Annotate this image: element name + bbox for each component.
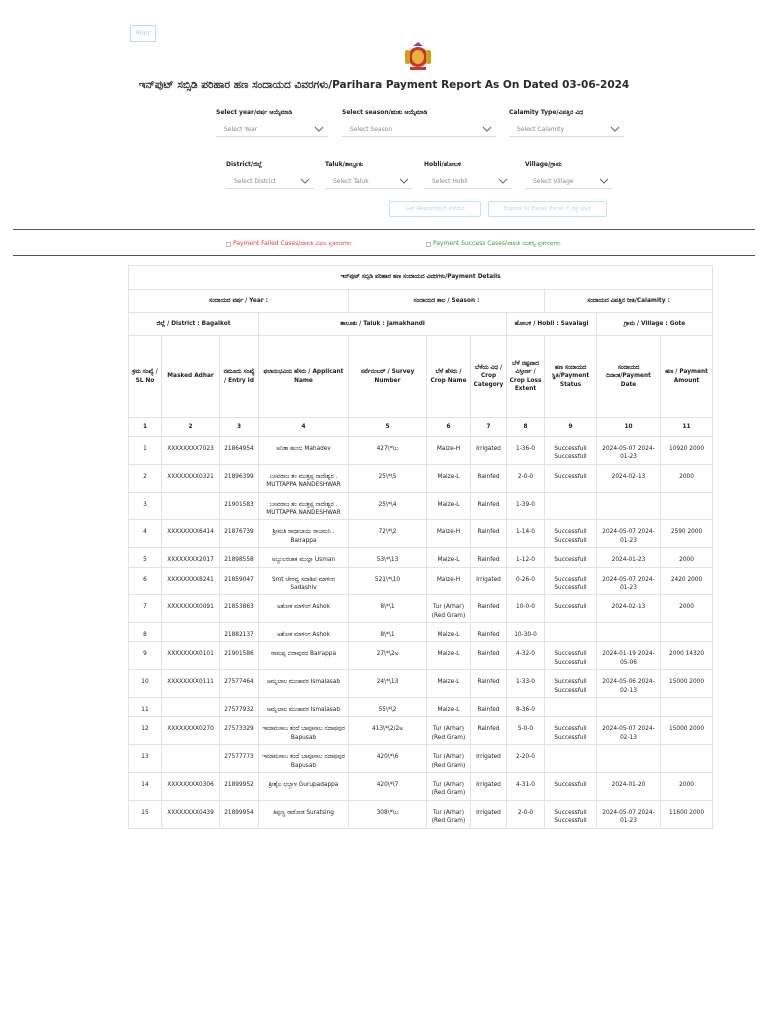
cell-extent: 2-0-0 (507, 800, 545, 828)
cell-status: Successfull Successfull (545, 800, 597, 828)
meta-village: ಗ್ರಾಮ / Village : Gote (597, 313, 713, 336)
hobli-select-value: Select Hobli (432, 177, 468, 185)
cell-sl: 4 (129, 520, 162, 548)
meta-hobli: ಹೋಬಳಿ / Hobli : Savalagi (507, 313, 597, 336)
cell-extent: 4-32-0 (507, 642, 545, 670)
legend-success (426, 240, 561, 248)
cell-crop: Tur (Arhar) (Red Gram) (427, 772, 471, 800)
column-header: ಹಣ ಸಂದಾಯದ ಸ್ಥಿತಿ/Payment Status (545, 336, 597, 418)
cell-crop: Maize-H (427, 567, 471, 595)
cell-extent: 2-0-0 (507, 464, 545, 492)
cell-name: Smt ಚೇರವ್ವ ಸದಾಶಿವ ಮಾಳಿಂಗ Sadashiv (259, 567, 349, 595)
cell-status: Successfull Successfull (545, 567, 597, 595)
cell-status (545, 745, 597, 773)
village-label: Village/ಗ್ರಾಮ (525, 161, 562, 168)
cell-cat: Rainfed (471, 717, 507, 745)
cell-amount: 15000 2000 (661, 670, 713, 698)
cell-survey: 420\*\7 (349, 772, 427, 800)
cell-crop: Maize-L (427, 492, 471, 520)
column-header: Masked Adhar (162, 336, 220, 418)
cell-amount: 2000 (661, 595, 713, 623)
column-header: ಬೆಳೆಯ ವಿಧ / Crop Category (471, 336, 507, 418)
cell-name: ಇಮಾಮಸಾಬ ತಂದೆ ಬಾಪೂಸಾಬ ನದಾಫಪುರ Bapusab (259, 717, 349, 745)
cell-crop: Maize-L (427, 670, 471, 698)
cell-entry: 21901583 (220, 492, 259, 520)
cell-sl: 3 (129, 492, 162, 520)
cell-crop: Maize-H (427, 520, 471, 548)
cell-amount (661, 698, 713, 717)
column-header: ಹಣ / Payment Amount (661, 336, 713, 418)
get-report-button[interactable]: Get Report/ವರದಿ ಪಡೆಯಿರಿ (389, 201, 481, 217)
table-row (129, 437, 713, 465)
chevron-down-icon (314, 124, 324, 134)
cell-date: 2024-05-06 2024-02-13 (597, 670, 661, 698)
cell-amount: 2590 2000 (661, 520, 713, 548)
cell-name: ಅನಿತಾ ಹುಂಬಿ Mahadev (259, 437, 349, 465)
cell-status: Successfull (545, 548, 597, 567)
district-select-value: Select District (234, 177, 276, 185)
legend-failed (226, 240, 351, 248)
table-row (129, 698, 713, 717)
cell-name: ಶ್ರೀಶೈಲ ಛಬ್ಬಾಳ Gurupadappa (259, 772, 349, 800)
cell-aadhar: XXXXXXXX8241 (162, 567, 220, 595)
cell-entry: 27573329 (220, 717, 259, 745)
village-select[interactable] (525, 174, 613, 189)
cell-entry: 21901586 (220, 642, 259, 670)
table-row (129, 800, 713, 828)
chevron-down-icon (399, 176, 409, 186)
table-row (129, 520, 713, 548)
village-select-value: Select Village (533, 177, 574, 185)
cell-cat: Irrigated (471, 800, 507, 828)
legend-success-label: Payment Success Cases/ಪಾವತಿ ಯಶಸ್ವಿ ಪ್ರಕರಣಗಳು (433, 240, 561, 247)
cell-extent: 8-36-0 (507, 698, 545, 717)
cell-status: Successfull (545, 772, 597, 800)
cell-aadhar: XXXXXXXX0270 (162, 717, 220, 745)
chevron-down-icon (482, 124, 492, 134)
cell-cat: Rainfed (471, 670, 507, 698)
chevron-down-icon (610, 124, 620, 134)
cell-sl: 5 (129, 548, 162, 567)
cell-status (545, 623, 597, 642)
column-header: ಬೆಳೆ ನಷ್ಟವಾದ ವಿಸ್ತೀರ್ಣ / Crop Loss Extent (507, 336, 545, 418)
column-number: 1 (129, 418, 162, 437)
cell-cat: Irrigated (471, 437, 507, 465)
legend-failed-label: Payment Failed Cases/ಪಾವತಿ ವಿಫಲ ಪ್ರಕರಣಗಳು (233, 240, 352, 247)
cell-survey: 55\*\2 (349, 698, 427, 717)
cell-date (597, 623, 661, 642)
cell-survey: 521\*\10 (349, 567, 427, 595)
cell-amount: 2420 2000 (661, 567, 713, 595)
cell-date (597, 745, 661, 773)
cell-date: 2024-02-13 (597, 595, 661, 623)
cell-cat: Rainfed (471, 464, 507, 492)
meta-season: ಸಂದಾಯದ ಕಾಲ / Season : (349, 290, 545, 313)
cell-survey: 413\*\2/2ಅ (349, 717, 427, 745)
column-header: ಸರ್ವೆನಂಬರ್ / Survey Number (349, 336, 427, 418)
table-row (129, 642, 713, 670)
cell-date: 2024-05-07 2024-02-13 (597, 717, 661, 745)
cell-amount (661, 492, 713, 520)
cell-sl: 2 (129, 464, 162, 492)
cell-cat: Rainfed (471, 548, 507, 567)
column-number: 6 (427, 418, 471, 437)
cell-survey: 25\*\5 (349, 464, 427, 492)
cell-crop: Tur (Arhar) (Red Gram) (427, 595, 471, 623)
hobli-label: Hobli/ಹೋಬಳಿ (424, 161, 462, 168)
cell-survey: 53\*\13 (349, 548, 427, 567)
cell-date: 2024-05-07 2024-01-23 (597, 800, 661, 828)
cell-name: ರಾಮಪ್ಪ ಬಿರಾಪುರದ Bairappa (259, 642, 349, 670)
cell-aadhar: XXXXXXXX0321 (162, 464, 220, 492)
cell-crop: Maize-L (427, 698, 471, 717)
cell-crop: Tur (Arhar) (Red Gram) (427, 745, 471, 773)
cell-name: ಬಸವರಾಜ ತಂ ಮುತ್ತಪ್ಪ ನಾದೇಶ್ವರ . MUTTAPPA NANDESHWAR (259, 492, 349, 520)
cell-status: Successfull Successfull (545, 670, 597, 698)
cell-amount (661, 623, 713, 642)
cell-entry: 21898558 (220, 548, 259, 567)
cell-survey: 27\*\2ಅ (349, 642, 427, 670)
table-title: ಇನ್‌ಪುಟ್ ಸಬ್ಸಿಡಿ ಪರಿಹಾರ ಹಣ ಸಂದಾಯದ ವಿವರಗಳು/Payment Details (129, 266, 713, 290)
season-select-value: Select Season (350, 125, 393, 133)
cell-crop: Tur (Arhar) (Red Gram) (427, 717, 471, 745)
cell-crop: Maize-L (427, 464, 471, 492)
cell-status: Successfull (545, 464, 597, 492)
year-label: Select year/ವರ್ಷ ಆಯ್ಕೆಮಾಡಿ (216, 109, 293, 116)
season-select[interactable] (342, 122, 496, 137)
cell-survey: 427\*\ಬ (349, 437, 427, 465)
cell-date: 2024-05-07 2024-01-23 (597, 567, 661, 595)
table-row (129, 492, 713, 520)
page-title: ಇನ್‌ಪುಟ್ ಸಬ್ಸಿಡಿ ಪರಿಹಾರ ಹಣ ಸಂದಾಯದ ವಿವರಗಳು/Parihara Payment Report As On Dated 03-06-2024 (138, 79, 630, 91)
cell-aadhar: XXXXXXXX6414 (162, 520, 220, 548)
meta-taluk: ತಾಲೂಕು / Taluk : Jamakhandi (259, 313, 507, 336)
cell-extent: 5-0-0 (507, 717, 545, 745)
cell-status: Successfull Successfull (545, 642, 597, 670)
cell-extent: 1-33-0 (507, 670, 545, 698)
cell-status: Successfull Successfull (545, 520, 597, 548)
cell-cat: Irrigated (471, 567, 507, 595)
year-select[interactable] (216, 122, 328, 137)
cell-crop: Maize-L (427, 623, 471, 642)
cell-sl: 13 (129, 745, 162, 773)
cell-status (545, 492, 597, 520)
cell-extent: 4-31-0 (507, 772, 545, 800)
cell-cat: Irrigated (471, 745, 507, 773)
cell-amount: 11600 2000 (661, 800, 713, 828)
legend-failed-swatch (226, 242, 231, 247)
cell-cat: Rainfed (471, 642, 507, 670)
divider (13, 255, 755, 256)
cell-sl: 14 (129, 772, 162, 800)
cell-entry: 21859047 (220, 567, 259, 595)
cell-name: ಇಮಾಮಸಾಬ ತಂದೆ ಬಾಪೂಸಾಬ ನದಾಫಪುರ Bapusab (259, 745, 349, 773)
chevron-down-icon (498, 176, 508, 186)
column-header: ಸಂದಾಯದ ದಿನಾಂಕ/Payment Date (597, 336, 661, 418)
cell-aadhar (162, 492, 220, 520)
cell-sl: 7 (129, 595, 162, 623)
cell-entry: 21899954 (220, 800, 259, 828)
cell-sl: 6 (129, 567, 162, 595)
table-row (129, 670, 713, 698)
calamity-select-value: Select Calamity (517, 125, 565, 133)
season-label: Select season/ಋತು ಆಯ್ಕೆಮಾಡಿ (342, 109, 428, 116)
payment-details-table (128, 265, 713, 829)
cell-name: ಬಸವರಾಜ ತಂ ಮುತ್ತಪ್ಪ ನಾದೇಶ್ವರ . MUTTAPPA NANDESHWAR (259, 464, 349, 492)
cell-survey: 8\*\1 (349, 595, 427, 623)
cell-status (545, 698, 597, 717)
cell-name: ತಿಪ್ಪಣ್ಣ ರಾಠೋಡ Suratsing (259, 800, 349, 828)
cell-amount: 2000 (661, 548, 713, 567)
table-row (129, 772, 713, 800)
calamity-label: Calamity Type/ವಿಪತ್ತಿನ ವಿಧ (509, 109, 584, 116)
karnataka-emblem-icon (401, 41, 435, 71)
cell-amount: 2000 (661, 772, 713, 800)
cell-entry: 27577773 (220, 745, 259, 773)
cell-extent: 2-20-0 (507, 745, 545, 773)
cell-sl: 10 (129, 670, 162, 698)
cell-name: ಅಶೋಕ ಮಾಳಿಂಗ Ashok (259, 623, 349, 642)
cell-entry: 21853863 (220, 595, 259, 623)
cell-survey: 308\*\ಬ (349, 800, 427, 828)
cell-survey: 8\*\1 (349, 623, 427, 642)
cell-sl: 9 (129, 642, 162, 670)
cell-extent: 10-30-0 (507, 623, 545, 642)
print-button[interactable]: Print (130, 25, 156, 42)
cell-sl: 1 (129, 437, 162, 465)
cell-sl: 11 (129, 698, 162, 717)
cell-extent: 0-26-0 (507, 567, 545, 595)
cell-aadhar (162, 745, 220, 773)
cell-entry: 21896399 (220, 464, 259, 492)
cell-survey: 72\*\2 (349, 520, 427, 548)
cell-crop: Maize-L (427, 548, 471, 567)
cell-amount: 10920 2000 (661, 437, 713, 465)
cell-aadhar: XXXXXXXX0101 (162, 642, 220, 670)
cell-entry: 21876739 (220, 520, 259, 548)
district-label: District/ಜಿಲ್ಲೆ (226, 161, 262, 168)
cell-survey: 24\*\13 (349, 670, 427, 698)
cell-extent: 10-0-0 (507, 595, 545, 623)
column-header: ಬೆಳೆ ಹೆಸರು / Crop Name (427, 336, 471, 418)
column-number: 9 (545, 418, 597, 437)
taluk-select[interactable] (325, 174, 413, 189)
cell-name: ಶ್ರೀಮತಿ ರಾಧಾಬಾಯಿ ರಾಜಮನಿ . Bairappa (259, 520, 349, 548)
table-row (129, 745, 713, 773)
column-number: 2 (162, 418, 220, 437)
cell-aadhar (162, 698, 220, 717)
cell-entry: 27577464 (220, 670, 259, 698)
column-header: ಕ್ರಮ ಸಂಖ್ಯೆ / SL No (129, 336, 162, 418)
cell-aadhar: XXXXXXXX0111 (162, 670, 220, 698)
column-number: 8 (507, 418, 545, 437)
meta-district: ಜಿಲ್ಲೆ / District : Bagalkot (129, 313, 259, 336)
cell-cat: Rainfed (471, 623, 507, 642)
table-row (129, 717, 713, 745)
cell-aadhar: XXXXXXXX7023 (162, 437, 220, 465)
cell-extent: 1-14-0 (507, 520, 545, 548)
cell-cat: Rainfed (471, 492, 507, 520)
cell-extent: 1-12-0 (507, 548, 545, 567)
cell-status: Successfull Successfull (545, 717, 597, 745)
cell-crop: Maize-H (427, 437, 471, 465)
column-number: 11 (661, 418, 713, 437)
cell-name: ಅಶೋಕ ಮಾಳಿಂಗ Ashok (259, 595, 349, 623)
column-number: 4 (259, 418, 349, 437)
cell-date: 2024-01-19 2024-05-06 (597, 642, 661, 670)
calamity-select[interactable] (509, 122, 624, 137)
cell-date: 2024-02-13 (597, 464, 661, 492)
table-row (129, 548, 713, 567)
column-number: 7 (471, 418, 507, 437)
cell-aadhar (162, 623, 220, 642)
cell-cat: Rainfed (471, 520, 507, 548)
cell-survey: 420\*\6 (349, 745, 427, 773)
table-row (129, 623, 713, 642)
cell-date: 2024-05-07 2024-01-23 (597, 520, 661, 548)
table-row (129, 567, 713, 595)
cell-date: 2024-05-07 2024-01-23 (597, 437, 661, 465)
export-excel-button[interactable]: Export to Excel/ Excel ಗೆ ರಫ್ತು ಮಾಡಿ (488, 201, 607, 217)
cell-amount: 15000 2000 (661, 717, 713, 745)
cell-cat: Irrigated (471, 772, 507, 800)
legend-success-swatch (426, 242, 431, 247)
chevron-down-icon (300, 176, 310, 186)
taluk-label: Taluk/ತಾಲ್ಲೂಕು (325, 161, 364, 168)
year-select-value: Select Year (224, 125, 258, 133)
cell-aadhar: XXXXXXXX2017 (162, 548, 220, 567)
cell-extent: 1-36-0 (507, 437, 545, 465)
cell-cat: Rainfed (471, 698, 507, 717)
cell-aadhar: XXXXXXXX0091 (162, 595, 220, 623)
cell-sl: 15 (129, 800, 162, 828)
taluk-select-value: Select Taluk (333, 177, 369, 185)
cell-sl: 8 (129, 623, 162, 642)
column-header: ನಮೂದು ಸಂಖ್ಯೆ / Entry Id (220, 336, 259, 418)
cell-status: Successfull Successfull (545, 437, 597, 465)
column-number: 10 (597, 418, 661, 437)
cell-date (597, 492, 661, 520)
cell-entry: 21864954 (220, 437, 259, 465)
divider (13, 229, 755, 230)
cell-date: 2024-01-20 (597, 772, 661, 800)
cell-name: ಅಮೃಲಾಲ ಮುಜಾವರ Ismalasab (259, 670, 349, 698)
cell-aadhar: XXXXXXXX0306 (162, 772, 220, 800)
column-number: 5 (349, 418, 427, 437)
cell-name: ಅಬ್ದುಲರಜಾಕ ಮುಲ್ಲಾ Usman (259, 548, 349, 567)
cell-crop: Maize-L (427, 642, 471, 670)
cell-amount (661, 745, 713, 773)
cell-aadhar: XXXXXXXX0439 (162, 800, 220, 828)
column-number: 3 (220, 418, 259, 437)
payment-details-table-wrapper (128, 265, 712, 829)
table-row (129, 595, 713, 623)
cell-date (597, 698, 661, 717)
cell-survey: 25\*\4 (349, 492, 427, 520)
column-header: ಫಲಾನುಭವಿಯ ಹೆಸರು / Applicant Name (259, 336, 349, 418)
table-row (129, 464, 713, 492)
cell-entry: 21899952 (220, 772, 259, 800)
cell-entry: 21882137 (220, 623, 259, 642)
cell-entry: 27577932 (220, 698, 259, 717)
cell-amount: 2000 (661, 464, 713, 492)
district-select[interactable] (226, 174, 314, 189)
hobli-select[interactable] (424, 174, 512, 189)
cell-crop: Tur (Arhar) (Red Gram) (427, 800, 471, 828)
cell-status: Successfull (545, 595, 597, 623)
cell-extent: 1-39-0 (507, 492, 545, 520)
cell-name: ಅಮೃಲಾಲ ಮುಜಾವರ Ismalasab (259, 698, 349, 717)
cell-date: 2024-01-23 (597, 548, 661, 567)
meta-year: ಸಂದಾಯದ ವರ್ಷ / Year : (129, 290, 349, 313)
meta-calamity: ಸಂದಾಯದ ವಿಪತ್ತಿನ ರೀತಿ/Calamity : (545, 290, 713, 313)
cell-cat: Rainfed (471, 595, 507, 623)
cell-sl: 12 (129, 717, 162, 745)
chevron-down-icon (599, 176, 609, 186)
cell-amount: 2000 14320 (661, 642, 713, 670)
